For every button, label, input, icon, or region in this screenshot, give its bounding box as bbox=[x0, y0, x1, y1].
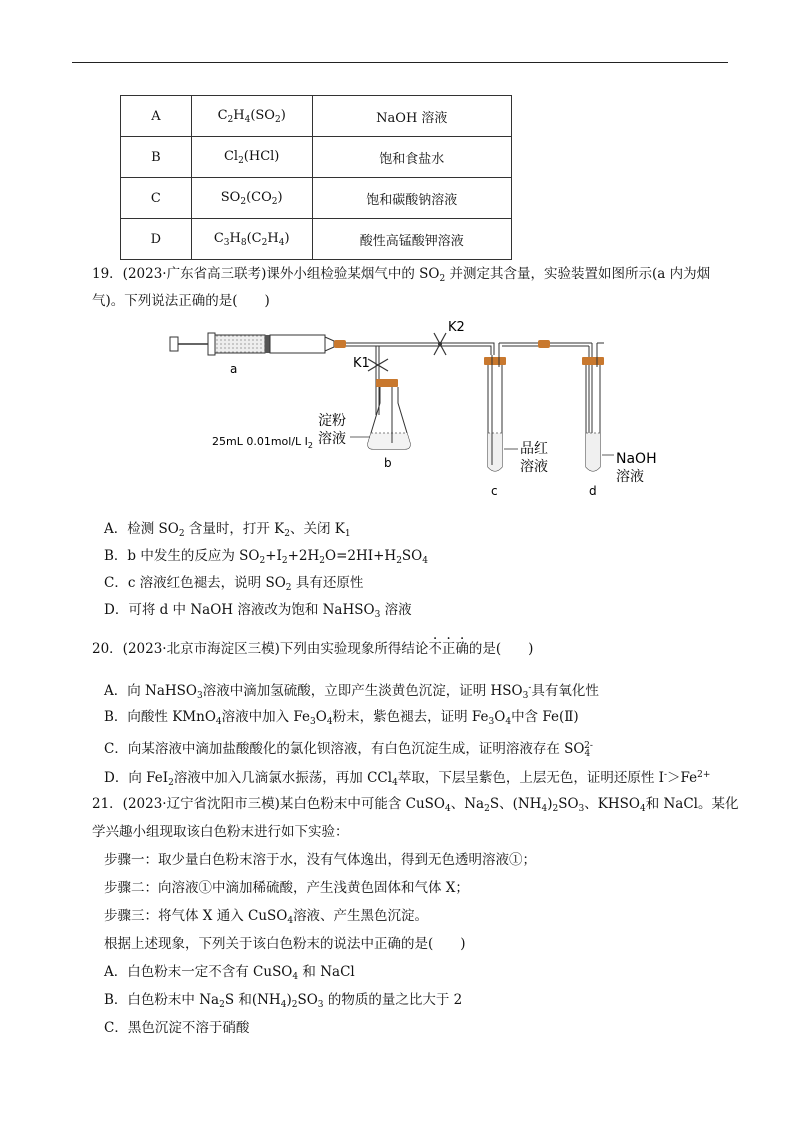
syringe bbox=[170, 333, 334, 355]
table-row bbox=[121, 219, 512, 260]
q19-option-a: A．检测 $SO_2$ 含量时，打开 $K_2$、关闭 $K_1$ bbox=[104, 521, 351, 539]
flask-b bbox=[368, 379, 410, 449]
row-mixture: $C_3H_8(C_2H_4)$ bbox=[191, 219, 312, 260]
label-naoh-1: NaOH bbox=[616, 451, 657, 467]
header-rule bbox=[72, 62, 728, 63]
row-reagent: 饱和食盐水 bbox=[312, 137, 511, 178]
row-reagent: 饱和碳酸钠溶液 bbox=[312, 178, 511, 219]
q21-stem-line1: 21．(2023·辽宁省沈阳市三模)某白色粉末中可能含 CuSO$_4$、$Na_2S$、$(NH_4)_2SO_3$、$KHSO_4$和 NaCl。某化 bbox=[92, 796, 739, 814]
q20-option-d: D．向 FeI$_2$溶液中加入几滴氯水振荡，再加 CCl$_4$萃取，下层呈紫色，上层无色，证明还原性 $I^->Fe^{2+}$ bbox=[104, 770, 711, 788]
test-tube-c bbox=[484, 355, 506, 471]
row-reagent: 酸性高锰酸钾溶液 bbox=[312, 219, 511, 260]
label-c: c bbox=[491, 484, 498, 498]
label-starch-1: 淀粉 bbox=[318, 413, 346, 429]
q19-stem-line2: 气)。下列说法正确的是( ) bbox=[92, 293, 270, 309]
row-label: C bbox=[121, 178, 192, 219]
label-iodine: 25mL 0.01mol/L $I_2$ bbox=[212, 435, 313, 450]
row-mixture: $SO_2(CO_2)$ bbox=[191, 178, 312, 219]
q21-option-b: B．白色粉末中 $Na_2S$ 和$(NH_4)_2SO_3$ 的物质的量之比大于 2 bbox=[104, 992, 463, 1010]
q19-option-b: B．b 中发生的反应为 $SO_2+I_2+2H_2O=2HI+H_2SO_4$ bbox=[104, 548, 428, 566]
row-mixture: $C_2H_4(SO_2)$ bbox=[191, 96, 312, 137]
q20-stem: 20．(2023·北京市海淀区三模)下列由实验现象所得结论不正确的是( ) bbox=[92, 641, 534, 657]
label-naoh-2: 溶液 bbox=[616, 469, 644, 485]
q21-step-1: 步骤一：取少量白色粉末溶于水，没有气体逸出，得到无色透明溶液①； bbox=[104, 852, 536, 868]
label-b: b bbox=[384, 456, 392, 470]
row-reagent: NaOH 溶液 bbox=[312, 96, 511, 137]
q21-option-c: C．黑色沉淀不溶于硝酸 bbox=[104, 1020, 250, 1036]
table-row bbox=[121, 137, 512, 178]
q20-option-c: C．向某溶液中滴加盐酸酸化的氯化钡溶液，有白色沉淀生成，证明溶液存在 $SO_4^{2-}$ bbox=[104, 741, 593, 759]
label-d: d bbox=[589, 484, 597, 498]
clamp-k2 bbox=[434, 333, 446, 355]
row-label: A bbox=[121, 96, 192, 137]
label-a: a bbox=[230, 362, 238, 376]
row-label: D bbox=[121, 219, 192, 260]
q21-step-3: 步骤三：将气体 X 通入 CuSO$_4$溶液、产生黑色沉淀。 bbox=[104, 908, 429, 926]
label-k2: K2 bbox=[448, 320, 465, 335]
row-label: B bbox=[121, 137, 192, 178]
q21-question: 根据上述现象，下列关于该白色粉末的说法中正确的是( ) bbox=[104, 936, 466, 952]
q21-stem-line2: 学兴趣小组现取该白色粉末进行如下实验： bbox=[92, 824, 349, 840]
clamp-k1 bbox=[368, 359, 388, 371]
label-starch-2: 溶液 bbox=[318, 431, 346, 447]
table-row bbox=[121, 178, 512, 219]
table-row bbox=[121, 96, 512, 137]
q20-option-a: A．向 NaHSO$_3$溶液中滴加氢硫酸，立即产生淡黄色沉淀，证明 $HSO_3^-$具有氧化性 bbox=[104, 683, 599, 701]
q20-option-b: B．向酸性 KMnO$_4$溶液中加入 $Fe_3O_4$粉末，紫色褪去，证明 $Fe_3O_4$中含 Fe(Ⅱ) bbox=[104, 709, 579, 727]
apparatus-diagram bbox=[168, 315, 728, 505]
q19-stem-line1: 19．(2023·广东省高三联考)课外小组检验某烟气中的 $SO_2$ 并测定其含量，实验装置如图所示(a 内为烟 bbox=[92, 266, 711, 284]
q21-option-a: A．白色粉末一定不含有 CuSO$_4$ 和 NaCl bbox=[104, 964, 355, 982]
q21-step-2: 步骤二：向溶液①中滴加稀硫酸，产生浅黄色固体和气体 X； bbox=[104, 880, 469, 896]
row-mixture: $Cl_2(HCl)$ bbox=[191, 137, 312, 178]
q19-option-d: D．可将 d 中 NaOH 溶液改为饱和 NaHSO$_3$ 溶液 bbox=[104, 602, 412, 620]
label-pinhong-1: 品红 bbox=[520, 441, 548, 457]
options-table bbox=[120, 95, 512, 260]
label-pinhong-2: 溶液 bbox=[520, 459, 548, 475]
label-k1: K1 bbox=[353, 356, 370, 371]
test-tube-d bbox=[582, 343, 604, 471]
rubber-connector bbox=[334, 340, 346, 348]
rubber-connector-2 bbox=[538, 340, 550, 348]
q19-option-c: C．c 溶液红色褪去，说明 $SO_2$ 具有还原性 bbox=[104, 575, 364, 593]
